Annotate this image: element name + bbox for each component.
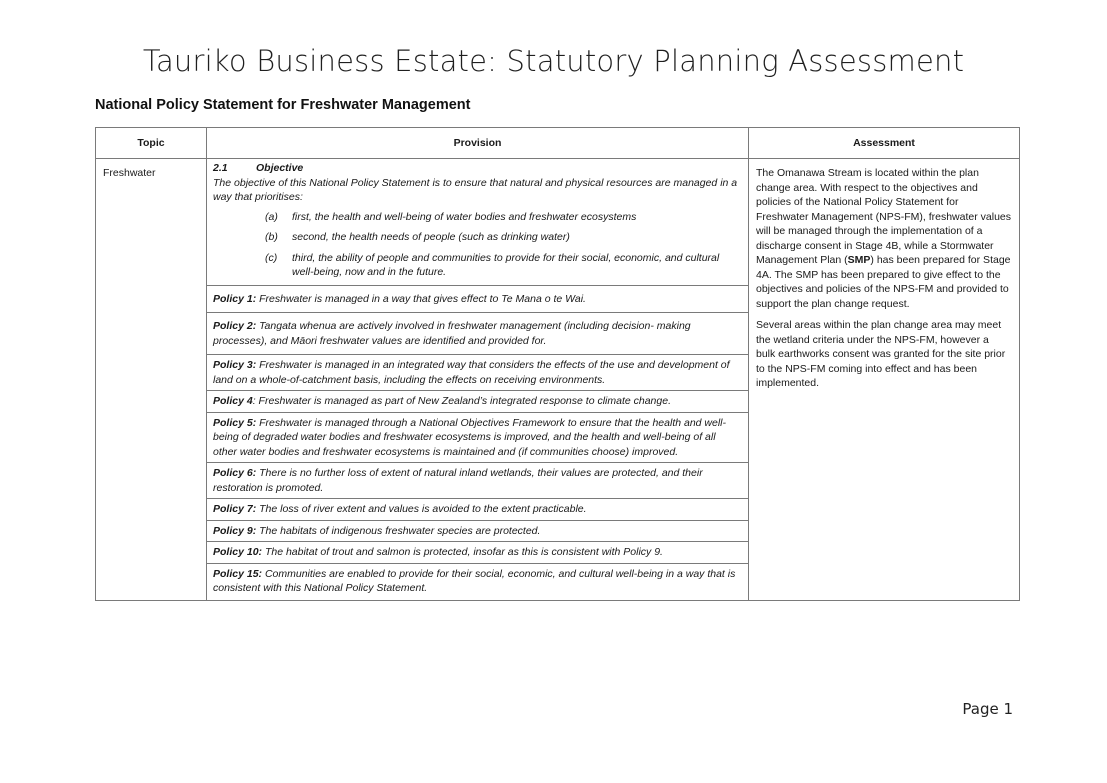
policy-7 [207, 499, 748, 521]
page-number: Page 1 [962, 700, 1013, 718]
policy-6 [207, 463, 748, 499]
topic-label: Freshwater [103, 167, 156, 179]
objective-block [207, 159, 748, 286]
table-row [96, 159, 1020, 601]
header-assessment: Assessment [749, 128, 1020, 159]
policy-15 [207, 564, 748, 600]
policy-text: The habitats of indigenous freshwater species are protected. [256, 524, 541, 537]
assessment-bold-term: SMP [847, 254, 871, 266]
policy-label: Policy 6: [213, 467, 257, 479]
policy-label: Policy 2: [213, 320, 257, 332]
policy-label: Policy 15: [213, 567, 263, 580]
policy-1 [207, 286, 748, 314]
policy-label: Policy 1: [213, 292, 257, 305]
policy-label: Policy 4 [213, 395, 253, 407]
policy-text: The loss of river extent and values is avoided to the extent practicable. [256, 503, 587, 515]
policy-text: : Freshwater is managed as part of New Zealand’s integrated response to climate change. [252, 395, 671, 407]
assessment-paragraph-1 [756, 166, 1011, 311]
list-item-label: (c) [265, 251, 278, 264]
objective-heading [213, 161, 742, 176]
header-topic: Topic [96, 128, 207, 159]
assessment-text: ) has been prepared for Stage 4A. The SMP has been prepared to give effect to the objectives and policies of the NPS-FM and provided to support the plan change request. [756, 254, 1011, 310]
assessment-cell [749, 159, 1020, 601]
policy-text: Freshwater is managed through a National Objectives Framework to ensure that the health and well-being of degraded water bodies and freshwater ecosystems is improved, and the health and well-being of all other water bodies and freshwater ecosystems is maintained and (if communities choose) improved. [213, 416, 727, 458]
policy-10 [207, 542, 748, 564]
list-item-label: (b) [265, 231, 278, 243]
provision-cell [207, 159, 749, 601]
list-item-text: third, the ability of people and communities to provide for their social, economic, and cultural well-being, now and in the future. [292, 251, 720, 278]
objective-title: Objective [256, 162, 304, 174]
header-provision: Provision [207, 128, 749, 159]
list-item-text: first, the health and well-being of water bodies and freshwater ecosystems [292, 210, 637, 223]
policy-label: Policy 5: [213, 416, 257, 429]
assessment-table [95, 127, 1020, 601]
list-item [265, 251, 742, 280]
policy-text: Tangata whenua are actively involved in freshwater management (including decision- making processes), and Māori freshwater values are identified and provided for. [213, 320, 691, 347]
policy-label: Policy 7: [213, 503, 257, 515]
policy-9 [207, 521, 748, 543]
policy-4 [207, 391, 748, 413]
list-item [265, 210, 742, 225]
policy-text: The habitat of trout and salmon is protected, insofar as this is consistent with Policy 9. [262, 546, 663, 558]
policy-label: Policy 3: [213, 359, 257, 371]
objective-list [213, 210, 742, 280]
policy-label: Policy 9: [213, 524, 257, 537]
policy-text: There is no further loss of extent of natural inland wetlands, their values are protected, and their restoration is promoted. [213, 467, 703, 494]
topic-cell [96, 159, 207, 601]
list-item-label: (a) [265, 210, 278, 223]
policy-2 [207, 313, 748, 355]
list-item [265, 230, 742, 245]
policy-text: Communities are enabled to provide for their social, economic, and cultural well-being in a way that is consistent with this National Policy Statement. [213, 567, 736, 594]
objective-number: 2.1 [213, 162, 228, 174]
assessment-text: The Omanawa Stream is located within the plan change area. With respect to the objectives and policies of the National Policy Statement for Freshwater Management (NPS-FM), freshwater values will be managed through the implementation of a discharge consent in Stage 4B, while a Stormwater Management Plan ( [756, 167, 1011, 266]
table-header-row [96, 128, 1020, 159]
section-heading: National Policy Statement for Freshwater Management [95, 97, 471, 113]
policy-text: Freshwater is managed in an integrated way that considers the effects of the use and development of land on a whole-of-catchment basis, including the effects on receiving environments. [213, 359, 730, 386]
document-title: Tauriko Business Estate: Statutory Planning Assessment [142, 44, 965, 78]
policy-text: Freshwater is managed in a way that gives effect to Te Mana o te Wai. [256, 292, 586, 305]
assessment-paragraph-2: Several areas within the plan change area may meet the wetland criteria under the NPS-FM, however a bulk earthworks consent was granted for the site prior to the NPS-FM coming into effect and has been implemented. [756, 319, 1006, 389]
policy-3 [207, 355, 748, 391]
objective-intro: The objective of this National Policy Statement is to ensure that natural and physical resources are managed in a way that prioritises: [213, 176, 738, 203]
policy-5 [207, 413, 748, 464]
policy-label: Policy 10: [213, 546, 263, 558]
list-item-text: second, the health needs of people (such as drinking water) [292, 231, 570, 243]
